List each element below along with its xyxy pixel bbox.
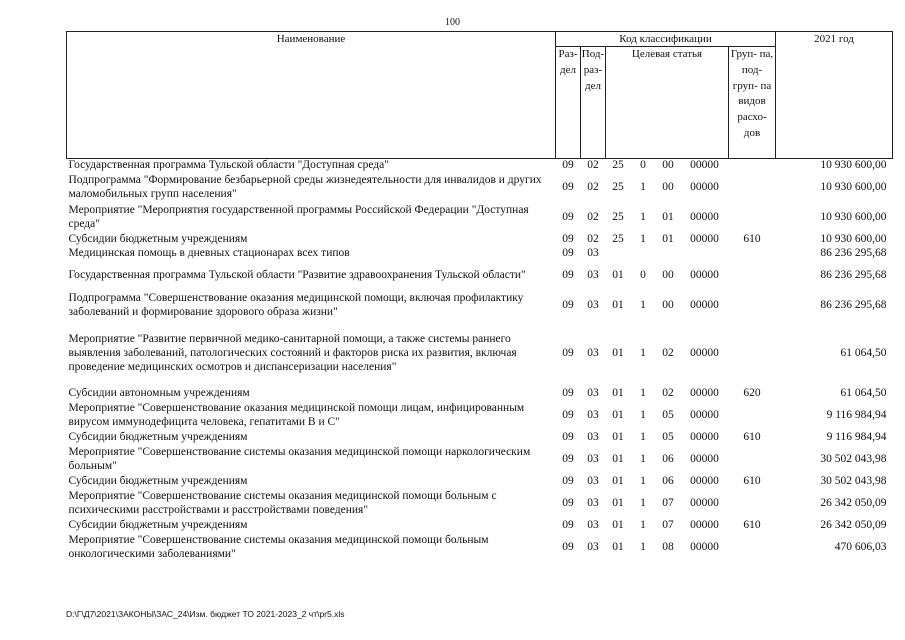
row-section: 09: [562, 431, 574, 444]
row-amount: 61 064,50: [840, 347, 887, 360]
row-target-subprogram: [631, 247, 656, 261]
row-expense-group: 610: [743, 519, 761, 532]
row-name: Мероприятие "Совершенствование системы оказания медицинской помощи больным с психическими расстройствами и расстройствами поведения": [68, 490, 497, 516]
row-target-direction: 00000: [690, 475, 719, 488]
row-expense-group: [729, 489, 776, 519]
row-amount: 10 930 600,00: [820, 181, 887, 194]
table-row: [67, 261, 893, 291]
row-target-program: 01: [612, 541, 624, 554]
row-section: 09: [562, 181, 574, 194]
row-target-event: 08: [662, 541, 674, 554]
row-target-event: 07: [662, 519, 674, 532]
row-target-direction: 00000: [690, 497, 719, 510]
row-section: 09: [562, 519, 574, 532]
row-target-subprogram: 1: [640, 541, 646, 554]
row-target-direction: 00000: [690, 211, 719, 224]
table-row: [67, 431, 893, 445]
row-subsection: 02: [587, 233, 599, 246]
row-section: 09: [562, 299, 574, 312]
row-target-program: [606, 247, 631, 261]
row-target-event: 01: [662, 211, 674, 224]
row-target-program: 01: [612, 387, 624, 400]
row-subsection: 03: [587, 497, 599, 510]
row-target-event: 06: [662, 453, 674, 466]
row-amount: 61 064,50: [840, 387, 887, 400]
row-name: Мероприятие "Совершенствование оказания медицинской помощи лицам, инфицированным вирусом иммунодефицита человека, гепатитами В и С": [68, 402, 525, 428]
row-target-event: 00: [662, 299, 674, 312]
row-target-event: [656, 247, 681, 261]
row-subsection: 03: [587, 453, 599, 466]
row-target-subprogram: 1: [640, 233, 646, 246]
row-section: 09: [562, 409, 574, 422]
row-expense-group: [729, 173, 776, 203]
row-target-direction: 00000: [690, 269, 719, 282]
row-target-program: 25: [612, 233, 624, 246]
row-target-direction: 00000: [690, 409, 719, 422]
row-name: Мероприятие "Совершенствование системы оказания медицинской помощи наркологическим больным": [68, 446, 531, 472]
table-row: [67, 533, 893, 563]
row-target-subprogram: 1: [640, 299, 646, 312]
row-target-event: 00: [662, 159, 674, 172]
table-row: [67, 173, 893, 203]
row-target-direction: 00000: [690, 347, 719, 360]
row-target-direction: 00000: [690, 181, 719, 194]
table-row: [67, 519, 893, 533]
table-row: [67, 291, 893, 321]
row-target-event: 05: [662, 409, 674, 422]
row-target-direction: 00000: [690, 431, 719, 444]
table-row: [67, 445, 893, 475]
row-expense-group: 620: [743, 387, 761, 400]
header-name: Наименование: [67, 32, 556, 159]
row-target-direction: 00000: [690, 299, 719, 312]
row-amount: 86 236 295,68: [820, 299, 887, 312]
table-row: [67, 159, 893, 174]
row-target-program: 01: [612, 409, 624, 422]
row-amount: 86 236 295,68: [820, 247, 887, 260]
table-row: [67, 475, 893, 489]
row-name: Субсидии бюджетным учреждениям: [68, 475, 248, 488]
row-target-direction: [681, 247, 729, 261]
row-amount: 10 930 600,00: [820, 233, 887, 246]
row-target-event: 06: [662, 475, 674, 488]
row-subsection: 03: [587, 269, 599, 282]
row-target-program: 25: [612, 159, 624, 172]
row-amount: 86 236 295,68: [820, 269, 887, 282]
row-subsection: 03: [587, 347, 599, 360]
row-target-event: 07: [662, 497, 674, 510]
row-expense-group: [729, 203, 776, 233]
table-row: [67, 233, 893, 247]
row-target-subprogram: 1: [640, 347, 646, 360]
row-section: 09: [562, 497, 574, 510]
row-subsection: 03: [587, 431, 599, 444]
row-target-event: 00: [662, 181, 674, 194]
row-target-subprogram: 0: [640, 269, 646, 282]
table-row: [67, 321, 893, 387]
row-target-subprogram: 1: [640, 497, 646, 510]
row-target-direction: 00000: [690, 453, 719, 466]
header-expense-group: Груп- па, под- груп- па видов расхо- дов: [729, 47, 776, 159]
row-target-program: 01: [612, 269, 624, 282]
row-section: 09: [562, 269, 574, 282]
row-target-program: 01: [612, 431, 624, 444]
row-amount: 10 930 600,00: [820, 211, 887, 224]
row-name: Субсидии автономным учреждениям: [68, 387, 250, 400]
row-target-subprogram: 0: [640, 159, 646, 172]
row-subsection: 03: [587, 519, 599, 532]
header-target-article: Целевая статья: [606, 47, 729, 159]
header-section: Раз- дел: [556, 47, 581, 159]
row-subsection: 03: [587, 541, 599, 554]
row-target-program: 01: [612, 475, 624, 488]
row-target-subprogram: 1: [640, 211, 646, 224]
row-section: 09: [562, 233, 574, 246]
row-amount: 10 930 600,00: [820, 159, 887, 172]
row-target-subprogram: 1: [640, 431, 646, 444]
row-section: 09: [562, 541, 574, 554]
row-target-subprogram: 1: [640, 409, 646, 422]
row-subsection: 02: [587, 181, 599, 194]
row-amount: 26 342 050,09: [820, 497, 887, 510]
row-subsection: 02: [587, 211, 599, 224]
page-number: 100: [445, 17, 460, 28]
row-amount: 9 116 984,94: [826, 431, 887, 444]
row-name: Медицинская помощь в дневных стационарах всех типов: [68, 247, 350, 260]
table-row: [67, 401, 893, 431]
row-section: 09: [562, 247, 574, 260]
row-target-program: 25: [612, 211, 624, 224]
row-name: Подпрограмма "Формирование безбарьерной среды жизнедеятельности для инвалидов и других маломобильных групп населения": [68, 174, 542, 200]
row-target-program: 25: [612, 181, 624, 194]
row-expense-group: [729, 401, 776, 431]
row-expense-group: 610: [743, 431, 761, 444]
row-name: Мероприятие "Мероприятия государственной программы Российской Федерации "Доступная среда": [68, 204, 529, 230]
row-amount: 30 502 043,98: [820, 475, 887, 488]
row-target-subprogram: 1: [640, 387, 646, 400]
header-year: 2021 год: [776, 32, 893, 159]
row-target-direction: 00000: [690, 387, 719, 400]
row-target-direction: 00000: [690, 519, 719, 532]
row-subsection: 02: [587, 159, 599, 172]
row-name: Подпрограмма "Совершенствование оказания медицинской помощи, включая профилактику заболеваний и формирование здорового образа жизни": [68, 292, 524, 318]
row-target-subprogram: 1: [640, 181, 646, 194]
row-target-subprogram: 1: [640, 475, 646, 488]
row-target-event: 01: [662, 233, 674, 246]
table-row: [67, 203, 893, 233]
row-name: Мероприятие "Развитие первичной медико-санитарной помощи, а также системы раннего выявления заболеваний, патологических состояний и факторов риска их развития, включая проведение медицинских осмотров и диспансеризации населения": [68, 333, 517, 373]
row-expense-group: [729, 533, 776, 563]
row-subsection: 03: [587, 387, 599, 400]
row-amount: 9 116 984,94: [826, 409, 887, 422]
row-target-direction: 00000: [690, 233, 719, 246]
budget-table: [66, 31, 893, 563]
row-name: Субсидии бюджетным учреждениям: [68, 519, 248, 532]
row-expense-group: [729, 291, 776, 321]
row-name: Государственная программа Тульской области "Развитие здравоохранения Тульской области": [68, 269, 526, 282]
row-amount: 470 606,03: [834, 541, 887, 554]
row-target-program: 01: [612, 453, 624, 466]
row-expense-group: [729, 445, 776, 475]
row-target-event: 02: [662, 387, 674, 400]
row-amount: 26 342 050,09: [820, 519, 887, 532]
row-name: Субсидии бюджетным учреждениям: [68, 233, 248, 246]
row-section: 09: [562, 453, 574, 466]
row-target-program: 01: [612, 347, 624, 360]
row-name: Субсидии бюджетным учреждениям: [68, 431, 248, 444]
table-row: [67, 387, 893, 401]
row-section: 09: [562, 387, 574, 400]
row-name: Мероприятие "Совершенствование системы оказания медицинской помощи больным онкологическими заболеваниями": [68, 534, 489, 560]
header-subsection: Под- раз- дел: [581, 47, 606, 159]
row-expense-group: [729, 261, 776, 291]
row-section: 09: [562, 159, 574, 172]
row-subsection: 03: [587, 475, 599, 488]
row-section: 09: [562, 347, 574, 360]
row-target-direction: 00000: [690, 541, 719, 554]
row-subsection: 03: [587, 247, 599, 260]
row-expense-group: [729, 159, 776, 174]
file-path-footer: D:\Г\Д7\2021\ЗАКОНЫ\ЗАС_24\Изм. бюджет ТО 2021-2023_2 чт\pr5.xls: [66, 609, 345, 619]
row-target-program: 01: [612, 497, 624, 510]
row-target-subprogram: 1: [640, 519, 646, 532]
header-classification-code: Код классификации: [556, 32, 776, 47]
row-subsection: 03: [587, 409, 599, 422]
table-row: [67, 489, 893, 519]
row-expense-group: [729, 321, 776, 387]
row-target-event: 05: [662, 431, 674, 444]
row-target-event: 00: [662, 269, 674, 282]
row-expense-group: [729, 247, 776, 261]
row-target-subprogram: 1: [640, 453, 646, 466]
row-section: 09: [562, 475, 574, 488]
row-subsection: 03: [587, 299, 599, 312]
row-target-event: 02: [662, 347, 674, 360]
row-target-program: 01: [612, 519, 624, 532]
row-expense-group: 610: [743, 233, 761, 246]
table-row: [67, 247, 893, 261]
row-section: 09: [562, 211, 574, 224]
row-target-direction: 00000: [690, 159, 719, 172]
row-expense-group: 610: [743, 475, 761, 488]
row-amount: 30 502 043,98: [820, 453, 887, 466]
row-target-program: 01: [612, 299, 624, 312]
row-name: Государственная программа Тульской области "Доступная среда": [68, 159, 389, 172]
